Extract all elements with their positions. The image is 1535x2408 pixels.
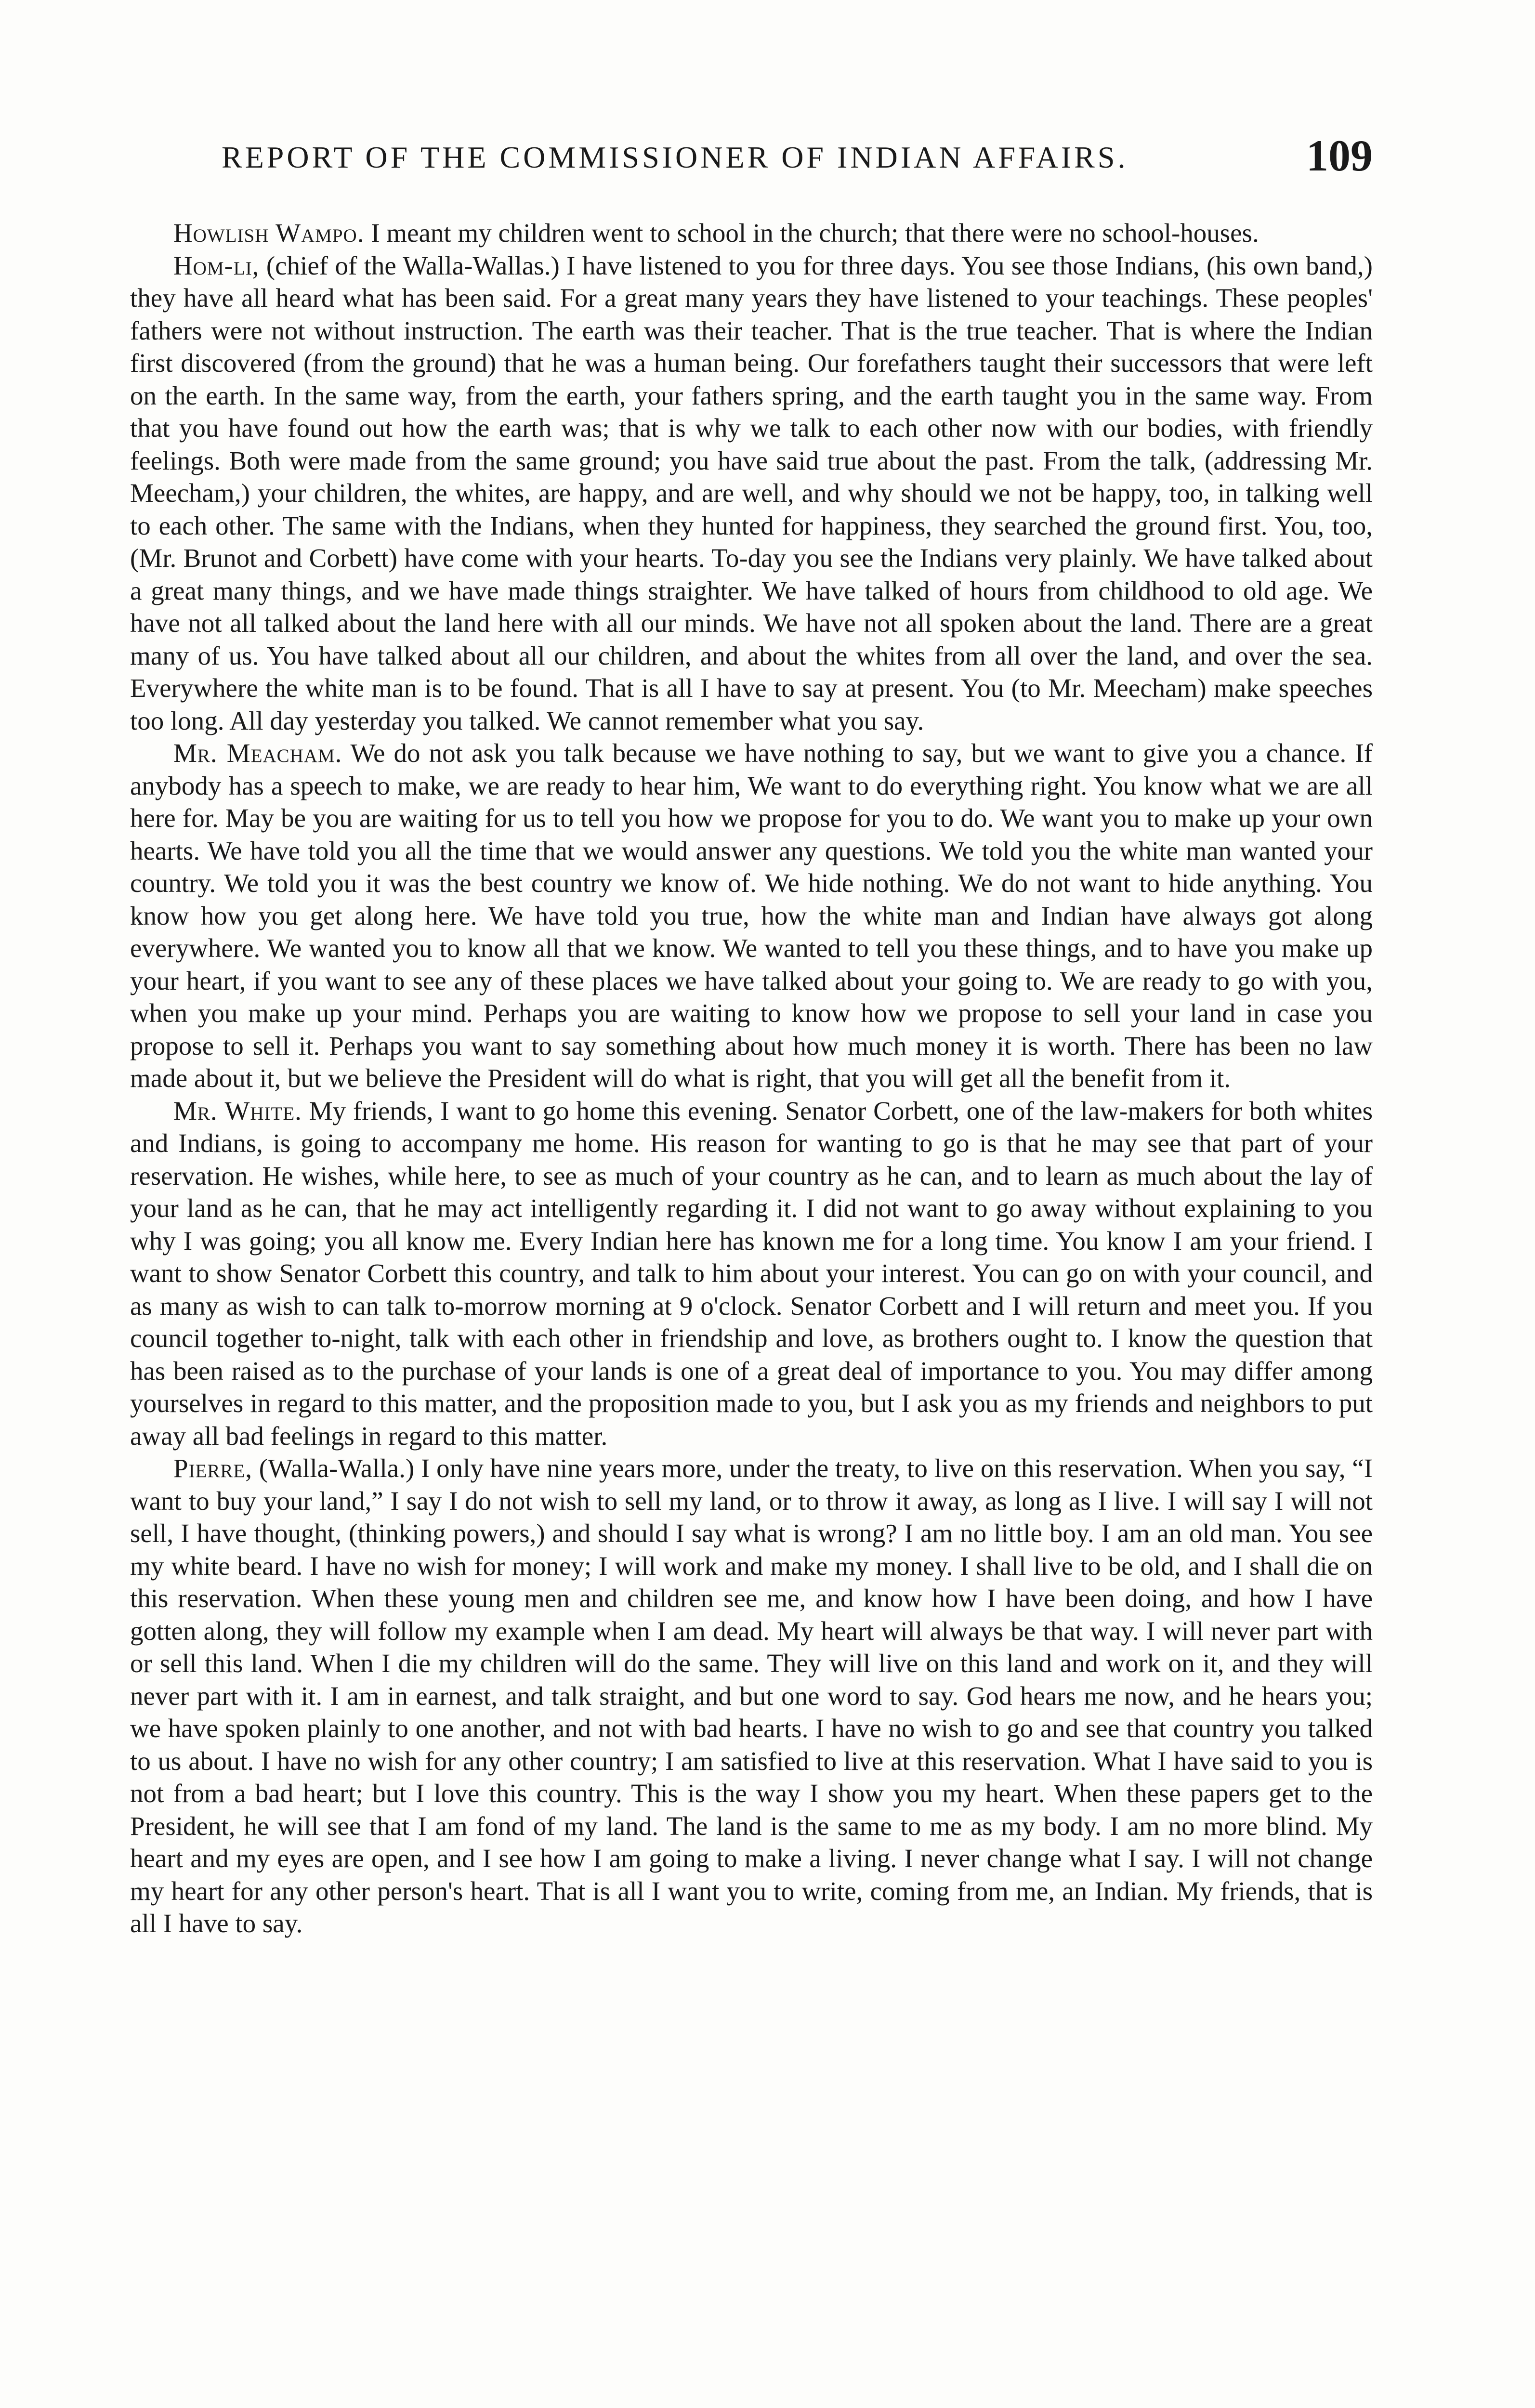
page-number: 109 [1306,131,1373,180]
paragraph-text: My friends, I want to go home this evening. Senator Corbett, one of the law-makers for both whites and Indians, is going to accompany me home. His reason for wanting to go is that he may see that part of your reservation. He wishes, while here, to see as much of your country as he can, and to learn as much about the lay of your land as he can, that he may act intelligently regarding it. I did not want to go away without explaining to you why I was going; you all know me. Every Indian here has known me for a long time. You know I am your friend. I want to show Senator Corbett this country, and talk to him about your interest. You can go on with your council, and as many as wish to can talk to-morrow morning at 9 o'clock. Senator Corbett and I will return and meet you. If you council together to-night, talk with each other in friendship and love, as brothers ought to. I know the question that has been raised as to the purchase of your lands is one of a great deal of importance to you. You may differ among yourselves in regard to this matter, and the proposition made to you, but I ask you as my friends and neighbors to put away all bad feelings in regard to this matter. [130,1096,1373,1451]
paragraph-hom-li [130,249,1373,737]
paragraph-howlish-wampo [130,217,1373,249]
paragraph-text: We do not ask you talk because we have nothing to say, but we want to give you a chance. If anybody has a speech to make, we are ready to hear him, We want to do everything right. You know what we are all here for. May be you are waiting for us to tell you how we propose for you to do. We want you to make up your own hearts. We have told you all the time that we would answer any questions. We told you the white man wanted your country. We told you it was the best country we know of. We hide nothing. We do not want to hide anything. You know how you get along here. We have told you true, how the white man and Indian have always got along everywhere. We wanted you to know all that we know. We wanted to tell you these things, and to have you make up your heart, if you want to see any of these places we have talked about your going to. We are ready to go with you, when you make up your mind. Perhaps you are waiting to know how we propose to sell your land in case you propose to sell it. Perhaps you want to say something about how much money it is worth. There has been no law made about it, but we believe the President will do what is right, that you will get all the benefit from it. [130,738,1373,1093]
running-title: REPORT OF THE COMMISSIONER OF INDIAN AFFAIRS. [222,140,1128,174]
speaker-name: Howlish Wampo. [173,218,365,248]
paragraph-text: (chief of the Walla-Wallas.) I have listened to you for three days. You see those Indians, (his own band,) they have all heard what has been said. For a great many years they have listened to your teachings. These peoples' fathers were not without instruction. The earth was their teacher. That is the true teacher. That is where the Indian first discovered (from the ground) that he was a human being. Our forefathers taught their successors that were left on the earth. In the same way, from the earth, your fathers spring, and the earth taught you in the same way. From that you have found out how the earth was; that is why we talk to each other now with our bodies, with friendly feelings. Both were made from the same ground; you have said true about the past. From the talk, (addressing Mr. Meecham,) your children, the whites, are happy, and are well, and why should we not be happy, too, in talking well to each other. The same with the Indians, when they hunted for happiness, they searched the ground first. You, too, (Mr. Brunot and Corbett) have come with your hearts. To-day you see the Indians very plainly. We have talked about a great many things, and we have made things straighter. We have talked of hours from childhood to old age. We have not all talked about the land here with all our minds. We have not all spoken about the land. There are a great many of us. You have talked about all our children, and about the whites from all over the land, and over the sea. Everywhere the white man is to be found. That is all I have to say at present. You (to Mr. Meecham) make speeches too long. All day yesterday you talked. We cannot remember what you say. [130,250,1373,735]
body-text [130,217,1373,1940]
paragraph-white [130,1095,1373,1453]
paragraph-text: (Walla-Walla.) I only have nine years more, under the treaty, to live on this reservation. When you say, “I want to buy your land,” I say I do not wish to sell my land, or to throw it away, as long as I live. I will say I will not sell, I have thought, (thinking powers,) and should I say what is wrong? I am no little boy. I am an old man. You see my white beard. I have no wish for money; I will work and make my money. I shall live to be old, and I shall die on this reservation. When these young men and children see me, and know how I have been doing, and how I have gotten along, they will follow my example when I am dead. My heart will always be that way. I will never part with or sell this land. When I die my children will do the same. They will live on this land and work on it, and they will never part with it. I am in earnest, and talk straight, and but one word to say. God hears me now, and he hears you; we have spoken plainly to one another, and not with bad hearts. I have no wish to go and see that country you talked to us about. I have no wish for any other country; I am satisfied to live at this reservation. What I have said to you is not from a bad heart; but I love this country. This is the way I show you my heart. When these papers get to the President, he will see that I am fond of my land. The land is the same to me as my body. I am no more blind. My heart and my eyes are open, and I see how I am going to make a living. I never change what I say. I will not change my heart for any other person's heart. That is all I want you to write, coming from me, an Indian. My friends, that is all I have to say. [130,1453,1373,1938]
speaker-name: Pierre, [173,1453,252,1483]
speaker-name: Hom-li, [173,250,260,280]
paragraph-pierre [130,1452,1373,1940]
paragraph-text: I meant my children went to school in the church; that there were no school-houses. [364,218,1259,248]
paragraph-meacham [130,737,1373,1095]
speaker-name: Mr. White. [173,1096,302,1125]
speaker-name: Mr. Meacham. [173,738,342,768]
page-header [183,130,1373,183]
